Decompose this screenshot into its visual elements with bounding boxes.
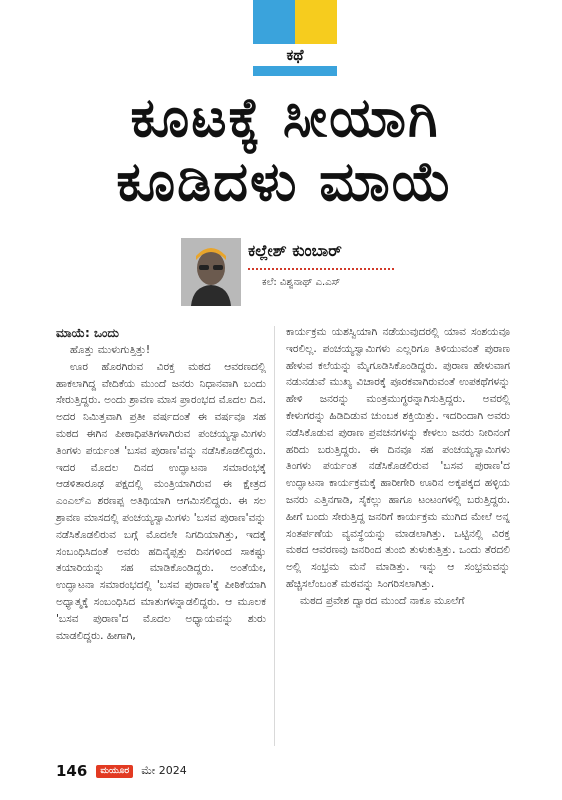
section-tag-blue-block <box>253 0 295 44</box>
section-tag-underbar <box>253 66 337 76</box>
issue-date: ಮೇ 2024 <box>141 764 187 777</box>
magazine-logo: ಮಯೂರ <box>96 765 133 778</box>
body-column-left <box>56 324 266 644</box>
author-name: ಕಲ್ಲೇಶ್ ಕುಂಬಾರ್ <box>248 241 342 260</box>
paragraph: ಕಾರ್ಯಕ್ರಮ ಯಶಸ್ವಿಯಾಗಿ ನಡೆಯುವುದರಲ್ಲಿ ಯಾವ ಸಂಶಯವೂ ಇರಲಿಲ್ಲ. ಪಂಚಯ್ಯಸ್ವಾಮಿಗಳು ಎಲ್ಲರಿಗೂ ತಿಳಿಯುವಂತೆ ಪುರಾಣ ಹೇಳುವ ಕಲೆಯನ್ನು ಮೈಗೂಡಿಸಿಕೊಂಡಿದ್ದರು. ಪುರಾಣ ಹೇಳುವಾಗ ನಡುನಡುವೆ ಮುಖ್ಯ ವಿಚಾರಕ್ಕೆ ಪೂರಕವಾಗಿರುವಂತೆ ಉಪಕಥೆಗಳನ್ನು ಹೇಳಿ ಜನರನ್ನು ಮಂತ್ರಮುಗ್ಧರನ್ನಾಗಿಸುತ್ತಿದ್ದರು. ಅವರಲ್ಲಿ ಕೇಳುಗರನ್ನು ಹಿಡಿದಿಡುವ ಚುಂಬಕ ಶಕ್ತಿಯಿತ್ತು. ಇದರಿಂದಾಗಿ ಅವರು ನಡೆಸಿಕೊಡುವ ಪುರಾಣ ಪ್ರವಚನಗಳನ್ನು ಕೇಳಲು ಜನರು ನೀರಿನಂಗೆ ಹರಿದು ಬರುತ್ತಿದ್ದರು. ಈ ದಿನವೂ ಸಹ ಪಂಚಯ್ಯಸ್ವಾಮಿಗಳು ತಿಂಗಳು ಪರ್ಯಂತ ನಡೆಸಿಕೊಡಲಿರುವ 'ಬಸವ ಪುರಾಣ'ದ ಉದ್ಘಾಟನಾ ಕಾರ್ಯಕ್ರಮಕ್ಕೆ ಹಾರೀಗೇರಿ ಊರಿನ ಅಕ್ಕಪಕ್ಕದ ಹಳ್ಳಿಯ ಜನರು ಎತ್ತಿನಗಾಡಿ, ಸೈಕಲ್ಲು ಹಾಗೂ ಟಂಟಂಗಳಲ್ಲಿ ಬರುತ್ತಿದ್ದರು. ಹೀಗೆ ಬಂದು ಸೇರುತ್ತಿದ್ದ ಜನರಿಗೆ ಕಾರ್ಯಕ್ರಮ ಮುಗಿದ ಮೇಲೆ ಅನ್ನ ಸಂತರ್ಪಣೆಯ ವ್ಯವಸ್ಥೆಯನ್ನು ಮಾಡಲಾಗಿತ್ತು. ಒಟ್ಟಿನಲ್ಲಿ ವಿರಕ್ತ ಮಠದ ಆವರಣವು ಜನರಿಂದ ತುಂಬಿ ತುಳುಕುತ್ತಿತ್ತು. ಒಂದು ತೆರದಲಿ ಅಲ್ಲಿ ಸಂಭ್ರಮ ಮನೆ ಮಾಡಿತ್ತು. ಇನ್ನು ಆ ಸಂಭ್ರಮವನ್ನು ಹೆಚ್ಚಿಸಲೆಂಬಂತೆ ಮಠವನ್ನು ಸಿಂಗರಿಸಲಾಗಿತ್ತು. <box>286 326 510 590</box>
column-divider <box>274 326 275 746</box>
section-tag-yellow-block <box>295 0 337 44</box>
paragraph: ಮಠದ ಪ್ರವೇಶ ದ್ವಾರದ ಮುಂದೆ ನಾಕೂ ಮೂಲೆಗೆ <box>300 594 465 607</box>
story-title-line-1: ಕೂಟಕ್ಕೆ ಸೀಯಾಗಿ <box>130 86 440 149</box>
body-column-right <box>286 324 510 610</box>
author-dotted-divider <box>248 268 394 270</box>
illustration-credit: ಕಲೆ: ವಿಶ್ವನಾಥ್ ಎ.ಎಸ್ <box>262 277 341 288</box>
page-footer <box>56 760 187 782</box>
author-photo <box>181 238 241 306</box>
paragraph: ಹೊತ್ತು ಮುಳುಗುತ್ತಿತ್ತು! <box>70 344 151 356</box>
section-heading: ಮಾಯೆ: ಒಂದು <box>56 326 119 340</box>
section-tag-label: ಕಥೆ <box>286 46 304 64</box>
story-title-line-2: ಕೂಡಿದಳು ಮಾಯೆ <box>116 150 454 213</box>
author-portrait-illustration <box>181 238 241 306</box>
page-number: 146 <box>56 762 88 780</box>
paragraph: ಊರ ಹೊರಗಿರುವ ವಿರಕ್ತ ಮಠದ ಆವರಣದಲ್ಲಿ ಹಾಕಲಾಗಿದ್ದ ವೇದಿಕೆಯ ಮುಂದೆ ಜನರು ನಿಧಾನವಾಗಿ ಬಂದು ಸೇರುತ್ತಿದ್ದರು. ಅಂದು ಶ್ರಾವಣ ಮಾಸ ಪ್ರಾರಂಭದ ಮೊದಲ ದಿನ. ಅದರ ನಿಮಿತ್ತವಾಗಿ ಪ್ರತೀ ವರ್ಷದಂತೆ ಈ ವರ್ಷವೂ ಸಹ ಮಠದ ಈಗಿನ ಪೀಠಾಧಿಪತಿಗಳಾಗಿರುವ ಪಂಚಯ್ಯಸ್ವಾಮಿಗಳು ತಿಂಗಳು ಪರ್ಯಂತ 'ಬಸವ ಪುರಾಣ'ವನ್ನು ನಡೆಸಿಕೊಡಲಿದ್ದರು. ಇದರ ಮೊದಲ ದಿನದ ಉದ್ಘಾಟನಾ ಸಮಾರಂಭಕ್ಕೆ ಆಡಳಿತಾರೂಢ ಪಕ್ಷದಲ್ಲಿ ಮಂತ್ರಿಯಾಗಿರುವ ಈ ಕ್ಷೇತ್ರದ ಎಂಎಲ್ಎ ಶರಣಪ್ಪ ಅತಿಥಿಯಾಗಿ ಆಗಮಿಸಲಿದ್ದರು. ಈ ಸಲ ಶ್ರಾವಣ ಮಾಸದಲ್ಲಿ ಪಂಚಯ್ಯಸ್ವಾಮಿಗಳು 'ಬಸವ ಪುರಾಣ'ವನ್ನು ನಡೆಸಿಕೊಡಲಿರುವ ಬಗ್ಗೆ ಮೊದಲೇ ನಿಗದಿಯಾಗಿತ್ತು, ಇದಕ್ಕೆ ಸಂಬಂಧಿಸಿದಂತೆ ಅವರು ಹದಿನೈಪ್ಪತ್ತು ದಿನಗಳಿಂದ ಸಾಕಷ್ಟು ತಯಾರಿಯನ್ನು ಸಹ ಮಾಡಿಕೊಂಡಿದ್ದರು. ಅಂತೆಯೇ, ಉದ್ಘಾಟನಾ ಸಮಾರಂಭದಲ್ಲಿ 'ಬಸವ ಪುರಾಣ'ಕ್ಕೆ ಪೀಠಿಕೆಯಾಗಿ ಅಧ್ಯಾತ್ಮಕ್ಕೆ ಸಂಬಂಧಿಸಿದ ಮಾತುಗಳನ್ನಾಡಲಿದ್ದರು. ಆ ಮೂಲಕ 'ಬಸವ ಪುರಾಣ'ದ ಮೊದಲ ಅಧ್ಯಾಯವನ್ನು ಶುರು ಮಾಡಲಿದ್ದರು. ಹೀಗಾಗಿ, <box>56 360 266 642</box>
